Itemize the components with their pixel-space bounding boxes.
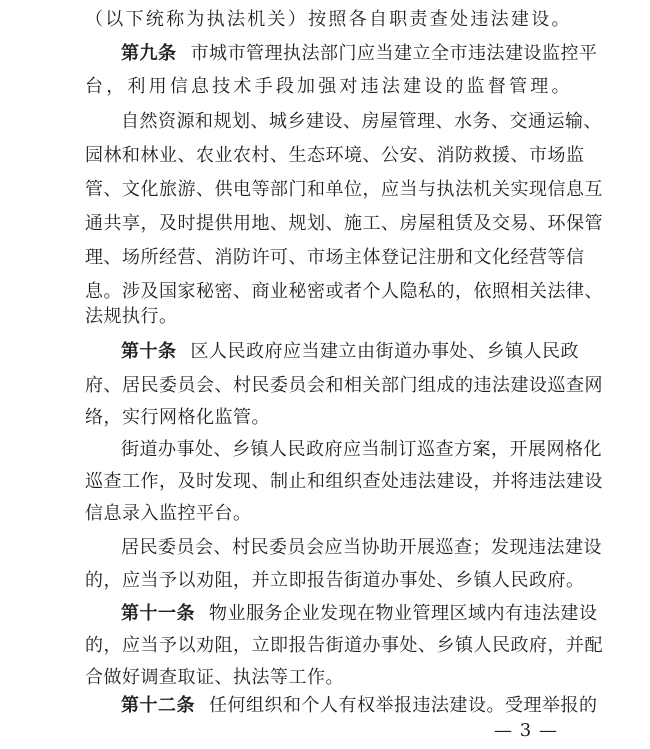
text-line: 通共享，及时提供用地、规划、施工、房屋租赁及交易、环保管 (85, 213, 603, 234)
text-line: 络，实行网格化监管。 (85, 407, 270, 428)
article-10-heading-line: 第十条 区人民政府应当建立由街道办事处、乡镇人民政 (121, 341, 579, 362)
paragraph-first-line: 居民委员会、村民委员会应当协助开展巡查；发现违法建设 (121, 537, 602, 558)
article-9-heading-line: 第九条 市城市管理执法部门应当建立全市违法建设监控平 (121, 43, 598, 64)
text-line: 息。涉及国家秘密、商业秘密或者个人隐私的，依照相关法律、 (85, 281, 603, 302)
text-line: 法规执行。 (85, 306, 178, 327)
article-number: 第十一条 (121, 603, 195, 624)
article-number: 第九条 (121, 43, 177, 64)
text-line: 巡查工作，及时发现、制止和组织查处违法建设，并将违法建设 (85, 471, 603, 492)
paragraph-first-line: 自然资源和规划、城乡建设、房屋管理、水务、交通运输、 (121, 111, 602, 132)
article-12-heading-line: 第十二条 任何组织和个人有权举报违法建设。受理举报的 (121, 695, 598, 716)
page-number: — 3 — (494, 720, 558, 741)
article-11-heading-line: 第十一条 物业服务企业发现在物业管理区域内有违法建设 (121, 603, 598, 624)
text-line: 信息录入监控平台。 (85, 503, 252, 524)
article-number: 第十条 (121, 341, 177, 362)
article-number: 第十二条 (121, 695, 195, 716)
text-line: 管、文化旅游、供电等部门和单位，应当与执法机关实现信息互 (85, 179, 603, 200)
text-line: 园林和林业、农业农村、生态环境、公安、消防救援、市场监 (85, 145, 585, 166)
text-line: 理、场所经营、消防许可、市场主体登记注册和文化经营等信 (85, 247, 585, 268)
text-line: （以下统称为执法机关）按照各自职责查处违法建设。 (85, 9, 570, 30)
text-line: 府、居民委员会、村民委员会和相关部门组成的违法建设巡查网 (85, 375, 603, 396)
text-line: 台，利用信息技术手段加强对违法建设的监督管理。 (85, 76, 570, 97)
text-line: 的，应当予以劝阻，立即报告街道办事处、乡镇人民政府，并配 (85, 635, 603, 656)
text-line: 的，应当予以劝阻，并立即报告街道办事处、乡镇人民政府。 (85, 570, 585, 591)
paragraph-first-line: 街道办事处、乡镇人民政府应当制订巡查方案，开展网格化 (121, 439, 602, 460)
text-line: 合做好调查取证、执法等工作。 (85, 667, 344, 688)
